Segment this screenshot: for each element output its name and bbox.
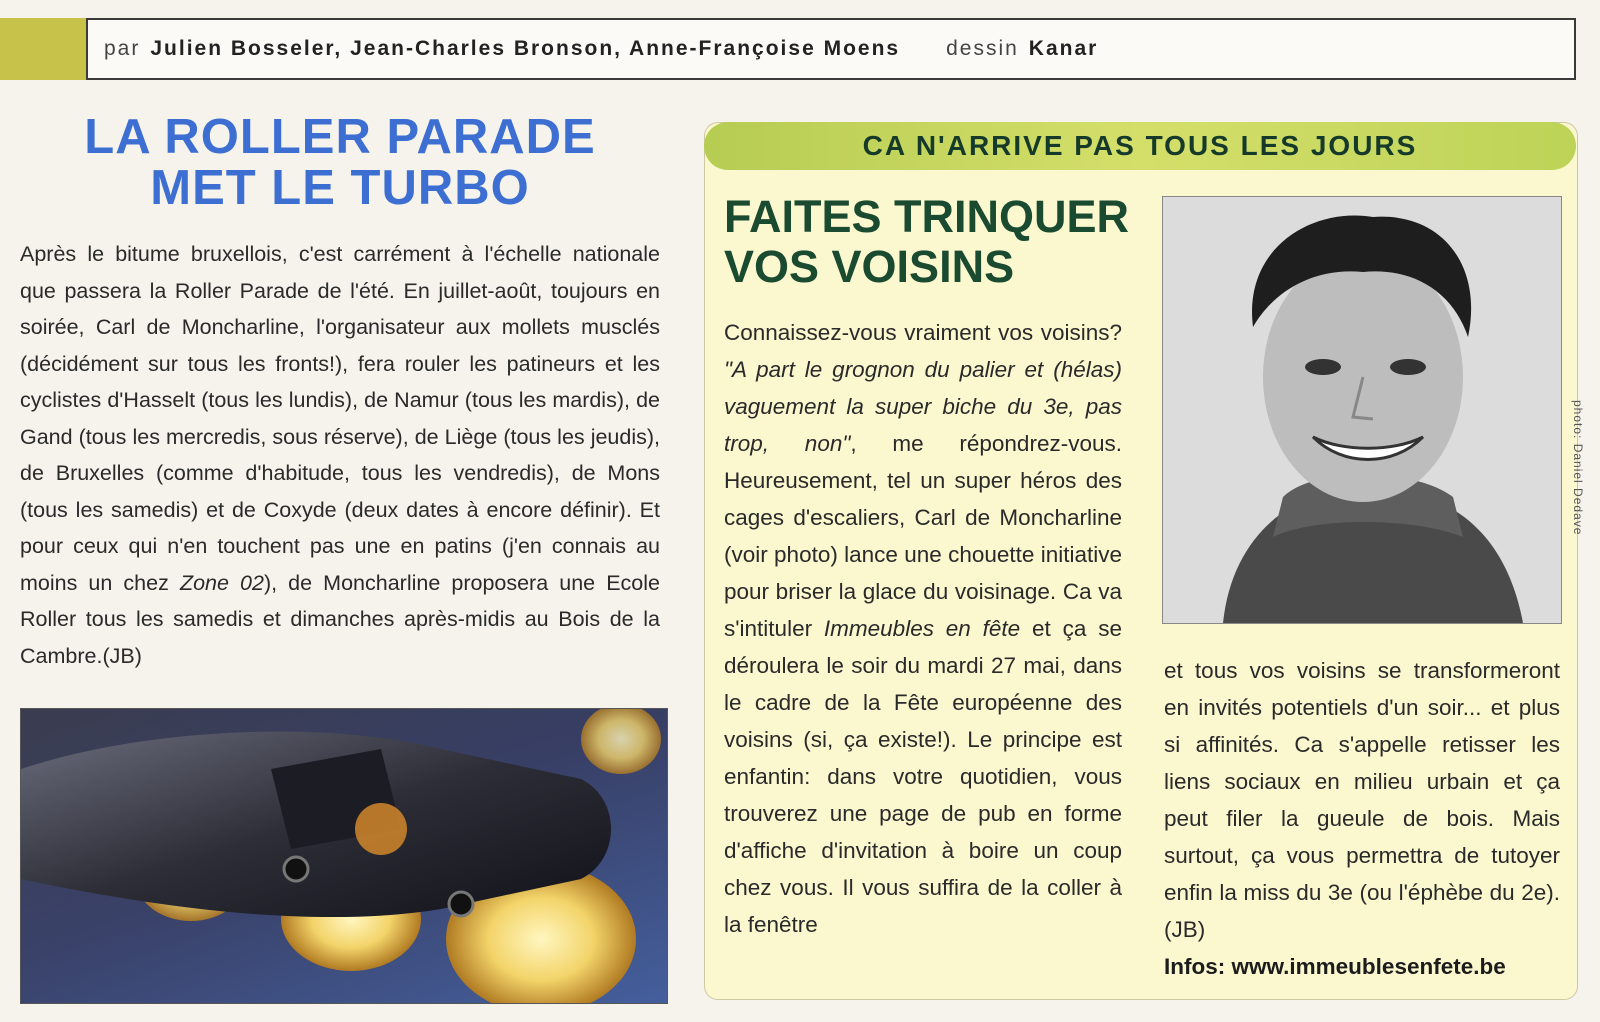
col1-part-1: Connaissez-vous vraiment vos voisins? <box>724 320 1122 345</box>
byline-accent-block <box>0 18 86 80</box>
col2-text: et tous vos voisins se transformeront en invités potentiels d'un soir... et plus si affinités. Ca s'appelle retisser les liens sociaux en milieu urbain et ça peut filer la gueule de bois. Mais surtout, ça vous permettra de tutoyer enfin la miss du 3e (ou l'éphèbe du 2e). (JB) <box>1164 658 1560 942</box>
byline-dessin-label: dessin <box>946 37 1019 60</box>
col1-quote: "A part le grognon du palier et (hélas) vaguement la super biche du 3e, pas trop, non" <box>724 357 1122 456</box>
inline-skate-photo <box>20 708 668 1004</box>
col1-part-2: , me répondrez-vous. Heureusement, tel un super héros des cages d'escaliers, Carl de Moncharline (voir photo) lance une chouette initiative pour briser la glace du voisinage. Ca va s'intituler <box>724 431 1122 641</box>
byline-prefix: par <box>104 37 141 60</box>
byline-bar <box>0 18 1576 80</box>
left-body-part-2: ), de Moncharline proposera une Ecole Roller tous les samedis et dimanches après-midis au Bois de la Cambre.(JB) <box>20 570 660 668</box>
right-title-line-2: VOS VOISINS <box>724 241 1015 292</box>
infos-link-text: Infos: www.immeublesenfete.be <box>1164 954 1506 979</box>
left-title-line-1: LA ROLLER PARADE <box>84 110 596 164</box>
right-article-title <box>724 192 1154 292</box>
left-title-line-2: MET LE TURBO <box>150 161 530 215</box>
portrait-photo <box>1162 196 1562 624</box>
right-article-column-1 <box>724 314 1122 943</box>
byline-box <box>86 18 1576 80</box>
right-article-header: CA N'ARRIVE PAS TOUS LES JOURS <box>704 122 1576 170</box>
inline-skate-illustration <box>21 709 667 1003</box>
left-body-italic: Zone 02 <box>179 570 264 595</box>
photo-credit: photo: Daniel Dedave <box>1571 400 1585 536</box>
portrait-illustration <box>1163 197 1561 623</box>
left-body-part-1: Après le bitume bruxellois, c'est carrément à l'échelle nationale que passera la Roller Parade de l'été. En juillet-août, toujours en soirée, Carl de Moncharline, l'organisateur aux mollets musclés (décidément sur tous les fronts!), fera rouler les patineurs et les cyclistes d'Hasselt (tous les lundis), de Namur (tous les mardis), de Gand (tous les mercredis, sous réserve), de Liège (tous les jeudis), de Bruxelles (comme d'habitude, tous les vendredis), de Mons (tous les samedis) et de Coxyde (deux dates à encore définir). Et pour ceux qui n'en touchent pas une en patins (j'en connais au moins un chez <box>20 242 660 595</box>
col1-italic: Immeubles en fête <box>823 616 1021 641</box>
right-title-line-1: FAITES TRINQUER <box>724 191 1130 242</box>
col1-part-3: et ça se déroulera le soir du mardi 27 mai, dans le cadre de la Fête européenne des voisins (si, ça existe!). Le principe est enfantin: dans votre quotidien, vous trouverez une page de pub en forme d'affiche d'invitation à boire un coup chez vous. Il vous suffira de la coller à la fenêtre <box>724 616 1122 937</box>
left-article-body <box>20 236 660 674</box>
byline-artist: Kanar <box>1028 37 1099 60</box>
byline-authors: Julien Bosseler, Jean-Charles Bronson, Anne-Françoise Moens <box>150 37 901 60</box>
left-article-title <box>20 112 660 214</box>
right-article-column-2 <box>1164 652 1560 985</box>
